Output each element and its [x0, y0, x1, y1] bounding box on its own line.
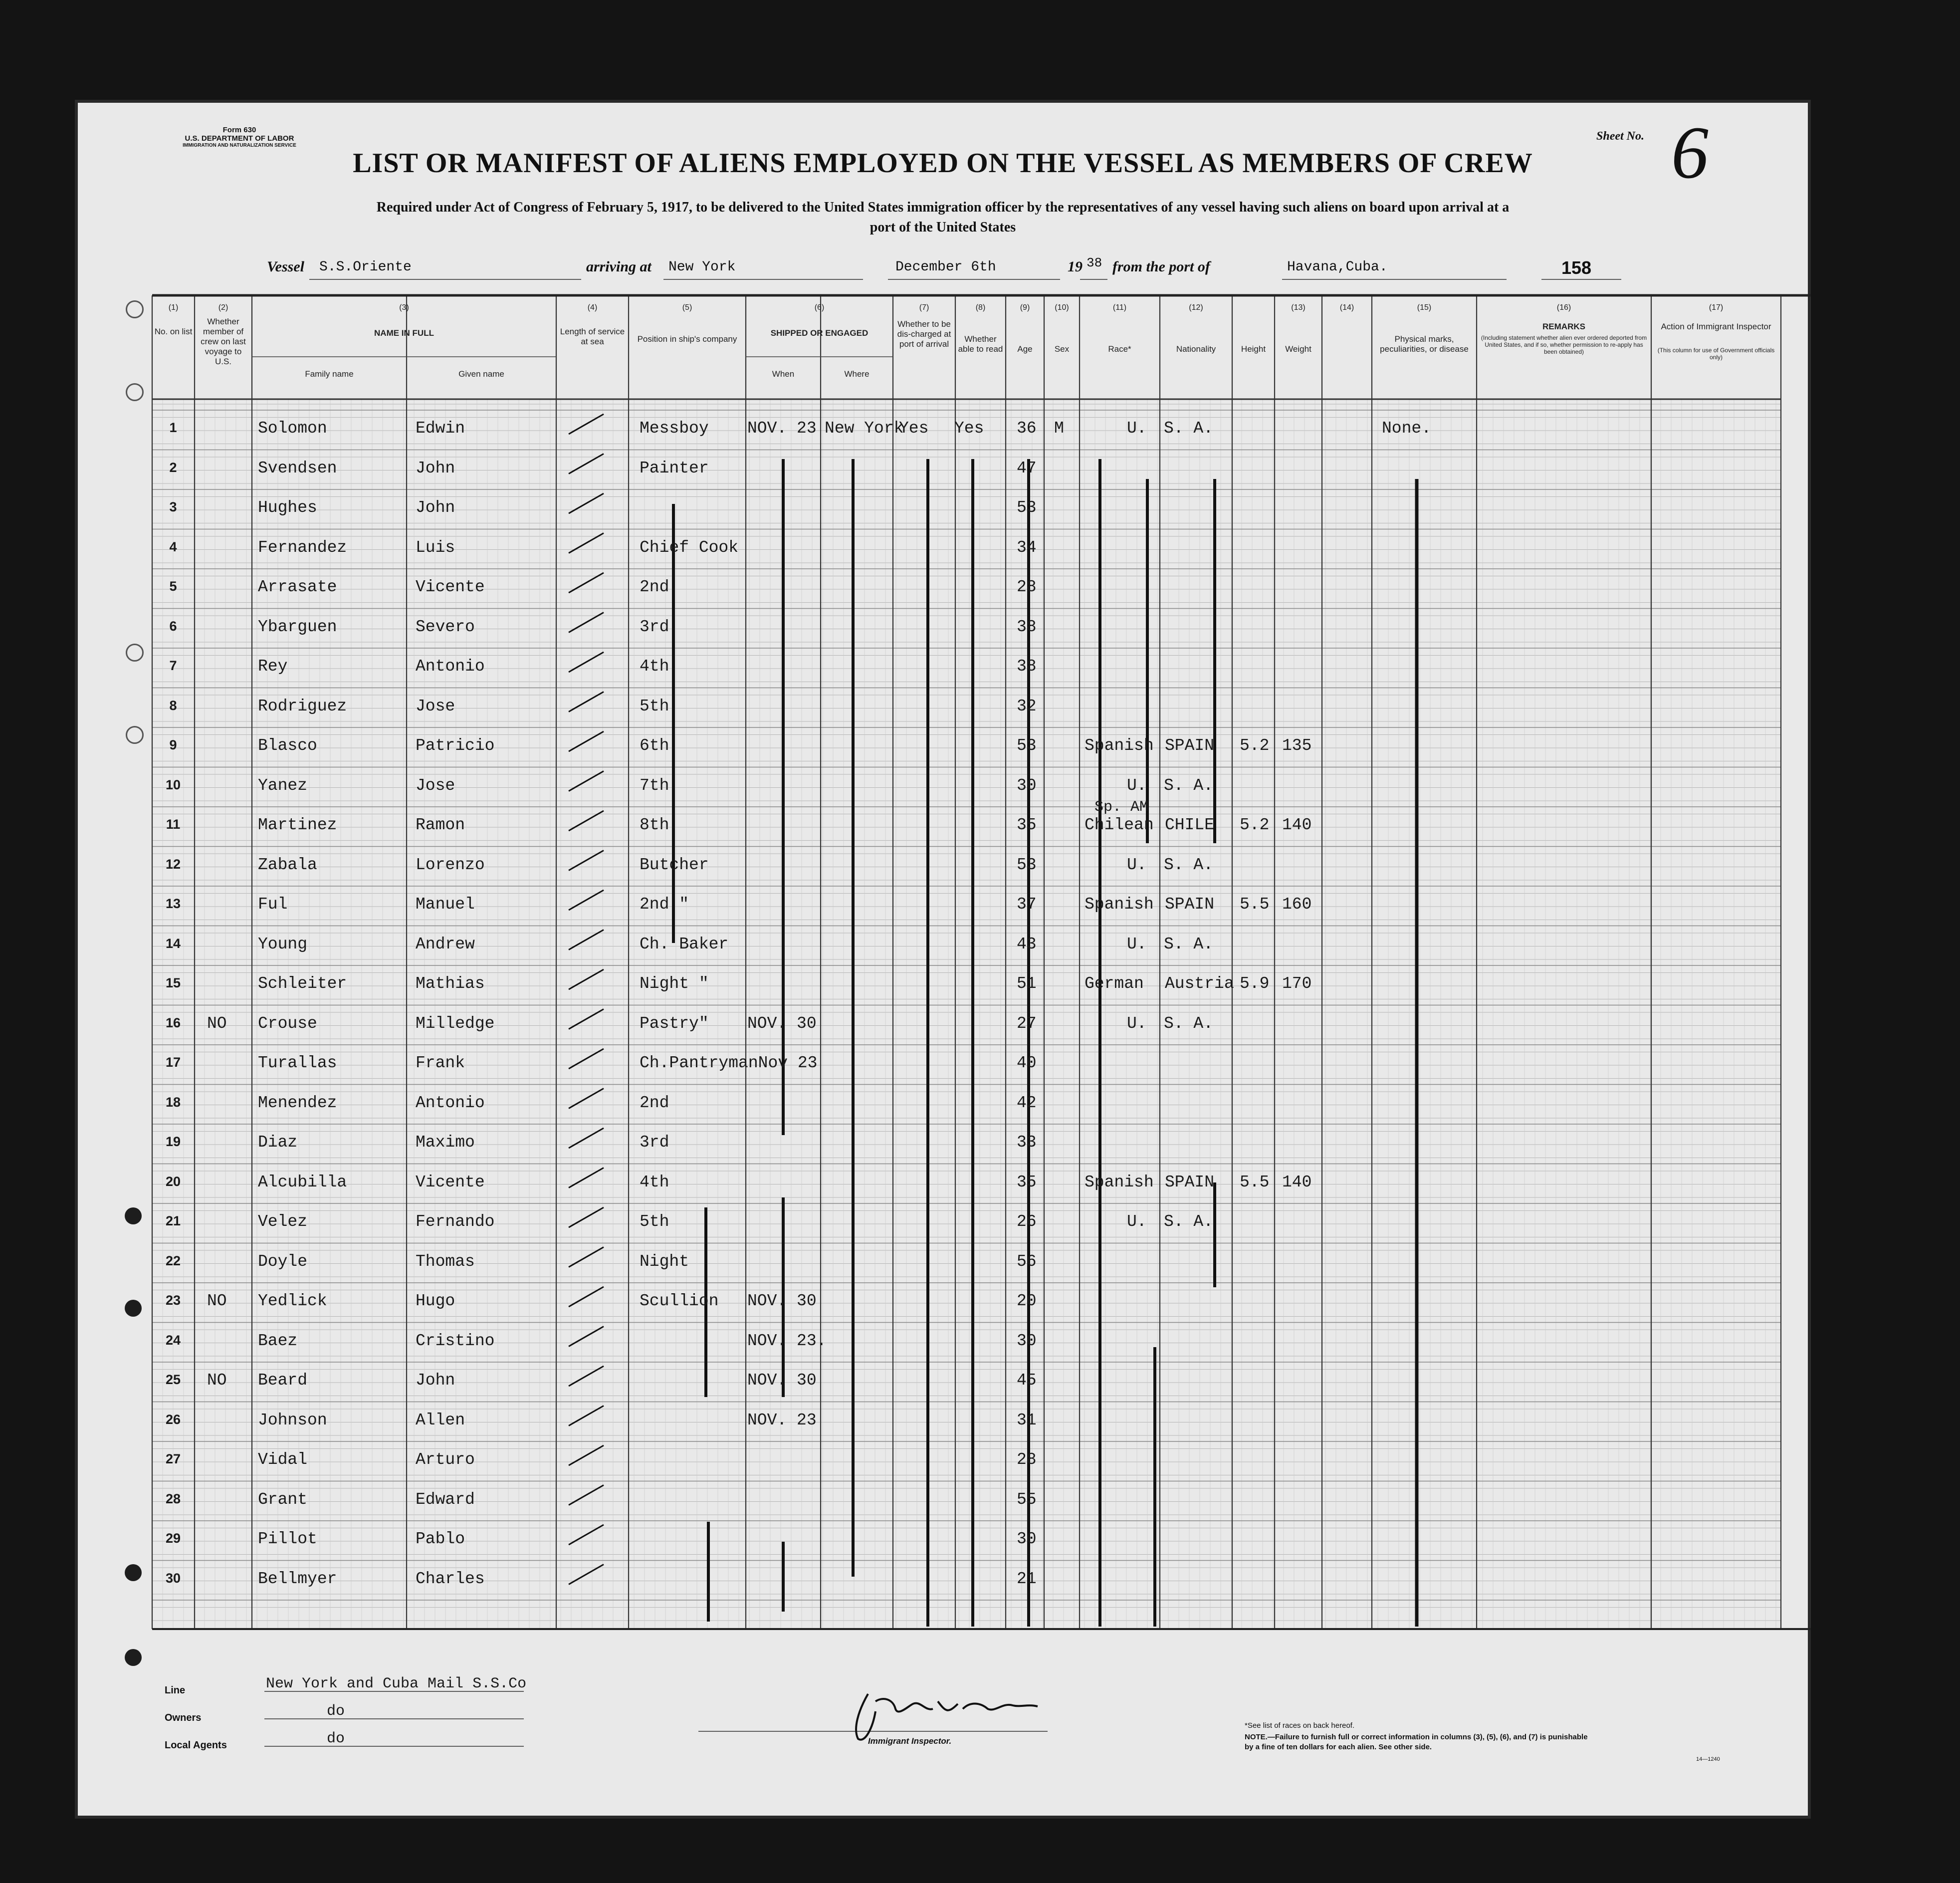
header-when: When: [772, 369, 795, 379]
fine-note: NOTE.—Failure to furnish full or correct information in columns (3), (5), (6), and (7) is punishable by a fine of ten dollars for each alien. See other side.: [1245, 1733, 1588, 1751]
given-name: Ramon: [416, 816, 465, 834]
row-number: 12: [165, 856, 181, 872]
given-name: Antonio: [416, 657, 485, 676]
shipped-when: NOV. 23: [747, 419, 817, 438]
member-last-voyage: NO: [207, 1014, 227, 1033]
age: 31: [1017, 1411, 1037, 1429]
row-number: 9: [169, 737, 177, 752]
year-suffix: 38: [1087, 255, 1102, 270]
race: U.: [1127, 935, 1147, 953]
row-number: 14: [165, 936, 181, 951]
header-able-read: Whether able to read: [958, 334, 1003, 354]
ruled-grid: [75, 100, 1811, 1819]
department-name: U.S. DEPARTMENT OF LABOR: [185, 134, 294, 143]
given-name: John: [416, 498, 455, 517]
age: 20: [1017, 1292, 1037, 1310]
local-agents-label: Local Agents: [165, 1740, 227, 1751]
weight: 140: [1282, 816, 1312, 834]
age: 43: [1017, 935, 1037, 953]
row-number: 2: [169, 460, 177, 475]
position: Chief Cook: [640, 538, 739, 557]
given-name: Allen: [416, 1411, 465, 1429]
column-number: (8): [975, 303, 986, 312]
nationality: S. A.: [1164, 1212, 1214, 1231]
position: 4th: [640, 1173, 669, 1191]
position: 4th: [640, 657, 669, 676]
from-label: from the port of: [1112, 258, 1210, 275]
position: 3rd: [640, 617, 669, 636]
column-number: (9): [1020, 303, 1030, 312]
column-number: (12): [1189, 303, 1203, 312]
row-number: 29: [165, 1531, 181, 1546]
signature-name: John A. Wall: [878, 1702, 990, 1726]
shipped-when: NOV. 30: [747, 1371, 817, 1390]
owners-value: do: [327, 1703, 345, 1720]
height: 5.5: [1240, 1173, 1270, 1191]
binder-hole: [125, 1649, 142, 1666]
position: Painter: [640, 459, 709, 477]
nationality: S. A.: [1164, 935, 1214, 953]
nationality: SPAIN: [1165, 736, 1215, 755]
shipped-when: NOV. 23.: [747, 1331, 827, 1350]
row-number: 4: [169, 539, 177, 554]
row-number: 20: [165, 1174, 181, 1189]
header-position: Position in ship's company: [637, 334, 737, 344]
given-name: John: [416, 1371, 455, 1390]
age: 45: [1017, 1371, 1037, 1390]
sheet-label: Sheet No.: [1596, 130, 1644, 143]
age: 27: [1017, 1014, 1037, 1033]
given-name: Jose: [416, 697, 455, 715]
header-name-in-full: NAME IN FULL: [374, 328, 434, 338]
age: 21: [1017, 1569, 1037, 1588]
age: 38: [1017, 657, 1037, 676]
age: 35: [1017, 1173, 1037, 1191]
header-age: Age: [1017, 344, 1033, 354]
family-name: Ybarguen: [258, 617, 337, 636]
family-name: Solomon: [258, 419, 327, 438]
given-name: Patricio: [416, 736, 495, 755]
height: 5.9: [1240, 974, 1270, 993]
page-number: 158: [1561, 257, 1592, 278]
family-name: Johnson: [258, 1411, 327, 1429]
row-number: 25: [165, 1372, 181, 1387]
header-discharged: Whether to be dis-charged at port of arrival: [897, 319, 951, 349]
given-name: Severo: [416, 617, 475, 636]
age: 30: [1017, 1530, 1037, 1548]
age: 33: [1017, 1133, 1037, 1152]
header-where: Where: [844, 369, 870, 379]
position: 3rd: [640, 1133, 669, 1152]
row-number: 21: [165, 1213, 181, 1228]
age: 38: [1017, 617, 1037, 636]
row-number: 22: [165, 1253, 181, 1268]
header-race: Race*: [1108, 344, 1131, 354]
form-code: 14—1240: [1696, 1756, 1720, 1762]
family-name: Schleiter: [258, 974, 347, 993]
member-last-voyage: NO: [207, 1292, 227, 1310]
document-subtitle-2: port of the United States: [870, 220, 1016, 235]
age: 36: [1017, 419, 1037, 438]
position: Night: [640, 1252, 689, 1271]
year-prefix: 19: [1068, 258, 1083, 275]
row-number: 11: [166, 817, 181, 832]
binder-ring: [126, 300, 144, 318]
header-nationality: Nationality: [1176, 344, 1216, 354]
age: 28: [1017, 578, 1037, 596]
position: Messboy: [640, 419, 709, 438]
age: 35: [1017, 816, 1037, 834]
header-given-name: Given name: [458, 369, 504, 379]
binder-ring: [126, 726, 144, 744]
shipped-when: NOV. 30: [747, 1292, 817, 1310]
given-name: Lorenzo: [416, 855, 485, 874]
position: Night ": [640, 974, 709, 993]
family-name: Young: [258, 935, 308, 953]
row-number: 16: [165, 1015, 181, 1030]
given-name: Arturo: [416, 1450, 475, 1469]
arriving-label: arriving at: [586, 258, 652, 275]
race: U.: [1127, 776, 1147, 795]
given-name: Maximo: [416, 1133, 475, 1152]
given-name: Jose: [416, 776, 455, 795]
header-remarks-note: (Including statement whether alien ever ordered deported from United States, and if so, whether permission to re-apply has been obtained): [1481, 334, 1647, 355]
document-title: LIST OR MANIFEST OF ALIENS EMPLOYED ON THE VESSEL AS MEMBERS OF CREW: [353, 148, 1533, 179]
row-number: 15: [165, 975, 181, 990]
given-name: Manuel: [416, 895, 475, 914]
position: 5th: [640, 697, 669, 715]
race: German: [1085, 974, 1144, 993]
row-number: 27: [165, 1451, 181, 1466]
race: Spanish: [1085, 736, 1154, 755]
header-height: Height: [1241, 344, 1266, 354]
vessel-name: S.S.Oriente: [319, 259, 412, 275]
height: 5.2: [1240, 816, 1270, 834]
position: Butcher: [640, 855, 709, 874]
given-name: Edward: [416, 1490, 475, 1509]
age: 47: [1017, 459, 1037, 477]
age: 42: [1017, 1093, 1037, 1112]
position: 5th: [640, 1212, 669, 1231]
race: U.: [1127, 1014, 1147, 1033]
position: 7th: [640, 776, 669, 795]
position: 6th: [640, 736, 669, 755]
age: 53: [1017, 855, 1037, 874]
row-number: 17: [165, 1055, 181, 1070]
family-name: Doyle: [258, 1252, 308, 1271]
header-member-last-voyage: Whether member of crew on last voyage to U.S.: [201, 317, 246, 366]
family-name: Yedlick: [258, 1292, 327, 1310]
position: 8th: [640, 816, 669, 834]
given-name: Hugo: [416, 1292, 455, 1310]
local-agents-value: do: [327, 1730, 345, 1747]
sheet-number: 6: [1671, 111, 1709, 194]
binder-hole: [125, 1564, 142, 1581]
given-name: Edwin: [416, 419, 465, 438]
given-name: Antonio: [416, 1093, 485, 1112]
given-name: Milledge: [416, 1014, 495, 1033]
weight: 170: [1282, 974, 1312, 993]
family-name: Diaz: [258, 1133, 298, 1152]
row-number: 13: [165, 896, 181, 911]
member-last-voyage: NO: [207, 1371, 227, 1390]
header-no-on-list: No. on list: [154, 327, 193, 336]
given-name: Pablo: [416, 1530, 465, 1548]
race: Spanish: [1085, 1173, 1154, 1191]
given-name: Andrew: [416, 935, 475, 953]
age: 53: [1017, 736, 1037, 755]
row-number: 1: [169, 420, 177, 435]
races-note: *See list of races on back hereof.: [1245, 1721, 1355, 1730]
row-number: 24: [165, 1332, 181, 1348]
header-remarks-title: REMARKS: [1542, 322, 1585, 331]
given-name: Mathias: [416, 974, 485, 993]
column-number: (6): [814, 303, 825, 312]
race: Spanish: [1085, 895, 1154, 914]
column-number: (7): [919, 303, 929, 312]
position: Ch.PantrymanNov 23: [640, 1054, 818, 1072]
row-number: 3: [169, 499, 177, 514]
row-number: 19: [165, 1134, 181, 1149]
given-name: Charles: [416, 1569, 485, 1588]
binder-ring: [126, 383, 144, 401]
family-name: Rey: [258, 657, 288, 676]
column-number: (3): [399, 303, 409, 312]
position: Scullion: [640, 1292, 719, 1310]
row-number: 7: [169, 658, 177, 673]
row-number: 26: [165, 1412, 181, 1427]
arriving-port: New York: [668, 259, 736, 275]
column-number: (13): [1291, 303, 1306, 312]
family-name: Hughes: [258, 498, 317, 517]
family-name: Crouse: [258, 1014, 317, 1033]
line-value: New York and Cuba Mail S.S.Co: [266, 1675, 527, 1692]
family-name: Beard: [258, 1371, 308, 1390]
shipped-where: New York: [825, 419, 904, 438]
header-sex: Sex: [1054, 344, 1070, 354]
race: U.: [1127, 419, 1147, 438]
line-label: Line: [165, 1685, 186, 1696]
nationality: SPAIN: [1165, 895, 1215, 914]
column-number: (4): [587, 303, 598, 312]
family-name: Alcubilla: [258, 1173, 347, 1191]
from-port: Havana,Cuba.: [1287, 259, 1388, 275]
column-number: (17): [1709, 303, 1724, 312]
race: Chilean: [1085, 816, 1154, 834]
row-number: 30: [165, 1570, 181, 1586]
immigrant-inspector-label: Immigrant Inspector.: [868, 1736, 952, 1746]
able-to-read: Yes: [954, 419, 984, 438]
age: 30: [1017, 776, 1037, 795]
family-name: Zabala: [258, 855, 317, 874]
age: 34: [1017, 538, 1037, 557]
row-number: 6: [169, 618, 177, 634]
given-name: Luis: [416, 538, 455, 557]
given-name: Cristino: [416, 1331, 495, 1350]
race: U.: [1127, 1212, 1147, 1231]
family-name: Turallas: [258, 1054, 337, 1072]
family-name: Rodriguez: [258, 697, 347, 715]
nationality: S. A.: [1164, 419, 1214, 438]
age: 30: [1017, 1331, 1037, 1350]
row-number: 18: [165, 1094, 181, 1110]
family-name: Fernandez: [258, 538, 347, 557]
column-number: (14): [1339, 303, 1354, 312]
vessel-label: Vessel: [267, 258, 304, 275]
column-number: (16): [1556, 303, 1571, 312]
age: 37: [1017, 895, 1037, 914]
column-number: (11): [1112, 303, 1127, 312]
binder-hole: [125, 1207, 142, 1224]
family-name: Svendsen: [258, 459, 337, 477]
header-family-name: Family name: [305, 369, 354, 379]
nationality: Austria: [1165, 974, 1234, 993]
row-number: 5: [169, 579, 177, 594]
family-name: Menendez: [258, 1093, 337, 1112]
race-annotation: Sp. AM: [1094, 799, 1149, 816]
position: Pastry": [640, 1014, 709, 1033]
header-shipped-engaged: SHIPPED OR ENGAGED: [770, 328, 869, 338]
age: 26: [1017, 1212, 1037, 1231]
age: 40: [1017, 1054, 1037, 1072]
row-number: 23: [165, 1293, 181, 1308]
race: U.: [1127, 855, 1147, 874]
column-number: (1): [168, 303, 179, 312]
shipped-when: NOV. 23: [747, 1411, 817, 1429]
nationality: S. A.: [1164, 855, 1214, 874]
sex: M: [1054, 419, 1064, 438]
manifest-sheet: [75, 100, 1811, 1819]
nationality: S. A.: [1164, 1014, 1214, 1033]
family-name: Ful: [258, 895, 288, 914]
column-number: (15): [1417, 303, 1432, 312]
position: 2nd ": [640, 895, 689, 914]
given-name: Fernando: [416, 1212, 495, 1231]
header-length-service: Length of service at sea: [560, 327, 625, 346]
row-number: 10: [165, 777, 181, 792]
family-name: Yanez: [258, 776, 308, 795]
physical-marks: None.: [1382, 419, 1432, 438]
weight: 140: [1282, 1173, 1312, 1191]
age: 55: [1017, 1490, 1037, 1509]
family-name: Bellmyer: [258, 1569, 337, 1588]
header-action-note: (This column for use of Government officials only): [1657, 347, 1775, 361]
owners-label: Owners: [165, 1712, 202, 1723]
height: 5.5: [1240, 895, 1270, 914]
shipped-when: NOV. 30: [747, 1014, 817, 1033]
row-number: 28: [165, 1491, 181, 1506]
family-name: Pillot: [258, 1530, 317, 1548]
row-number: 8: [169, 698, 177, 713]
column-number: (2): [218, 303, 228, 312]
age: 32: [1017, 697, 1037, 715]
family-name: Velez: [258, 1212, 308, 1231]
weight: 135: [1282, 736, 1312, 755]
given-name: Thomas: [416, 1252, 475, 1271]
age: 51: [1017, 974, 1037, 993]
vessel-line: [75, 255, 1811, 283]
discharged: Yes: [899, 419, 929, 438]
form-id-block: [165, 126, 314, 148]
position: 2nd: [640, 1093, 669, 1112]
header-weight: Weight: [1285, 344, 1311, 354]
header-action-title: Action of Immigrant Inspector: [1661, 322, 1771, 331]
weight: 160: [1282, 895, 1312, 914]
given-name: Vicente: [416, 578, 485, 596]
form-number: Form 630: [222, 126, 256, 134]
position: Ch. Baker: [640, 935, 729, 953]
column-number: (5): [682, 303, 692, 312]
family-name: Martinez: [258, 816, 337, 834]
family-name: Baez: [258, 1331, 298, 1350]
age: 53: [1017, 498, 1037, 517]
given-name: Frank: [416, 1054, 465, 1072]
nationality: S. A.: [1164, 776, 1214, 795]
column-number: (10): [1055, 303, 1069, 312]
nationality: CHILE: [1165, 816, 1215, 834]
binder-hole: [125, 1300, 142, 1317]
binder-ring: [126, 644, 144, 662]
position: 2nd: [640, 578, 669, 596]
header-physical-marks: Physical marks, peculiarities, or disease: [1380, 334, 1469, 354]
arrival-date: December 6th: [895, 259, 996, 275]
age: 28: [1017, 1450, 1037, 1469]
age: 56: [1017, 1252, 1037, 1271]
given-name: John: [416, 459, 455, 477]
height: 5.2: [1240, 736, 1270, 755]
family-name: Vidal: [258, 1450, 308, 1469]
family-name: Blasco: [258, 736, 317, 755]
family-name: Arrasate: [258, 578, 337, 596]
given-name: Vicente: [416, 1173, 485, 1191]
document-subtitle: Required under Act of Congress of February 5, 1917, to be delivered to the United States immigration officer by the representatives of any vessel having such aliens on board upon arrival at a: [376, 200, 1510, 215]
nationality: SPAIN: [1165, 1173, 1215, 1191]
family-name: Grant: [258, 1490, 308, 1509]
service-name: IMMIGRATION AND NATURALIZATION SERVICE: [183, 143, 296, 148]
